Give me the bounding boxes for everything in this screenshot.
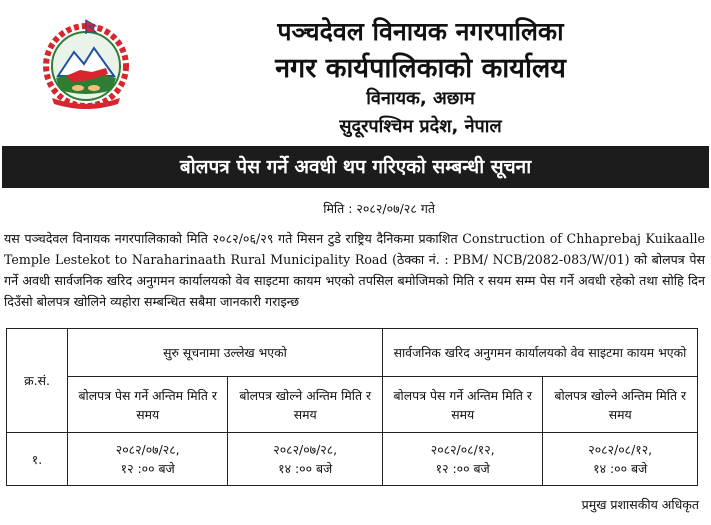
province-name: सुदूरपश्चिम प्रदेश, नेपाल <box>339 116 502 137</box>
cell-date: २०८२/०८/१२, <box>588 442 653 457</box>
sub-header-original-submission: बोलपत्र पेस गर्ने अन्तिम मिति र समय <box>68 377 228 433</box>
row-sn: १. <box>7 433 68 486</box>
municipality-name: पञ्चदेवल विनायक नगरपालिका <box>277 17 564 46</box>
notice-body: यस पञ्चदेवल विनायक नगरपालिकाको मिति २०८२/०६/२९ गते मिसन टुडे राष्ट्रिय दैनिकमा प्रकाशित Construction of Chhaprebaj Kuikaalle Temple Lestekot to Naraharinaath Rural Municipality Road (ठेक्का नं. : PBM/ NCB/2082-083/W/01) को बोलपत्र पेस गर्ने अवधी सार्वजनिक खरिद अनुगमन कार्यालयको वेव साइटमा कायम भएको तपसिल बमोजिमको मिति र सयम सम्म पेस गर्ने अवधी रहेको तथा सोहि दिन दिउँसो बोलपत्र खोलिने व्यहोरा सम्बन्धित सबैमा जानकारी गराइन्छ <box>4 231 705 309</box>
cell-time: १२ :०० बजे <box>120 461 175 476</box>
cell-original-opening <box>228 433 383 486</box>
cell-original-submission <box>68 433 228 486</box>
cell-revised-opening <box>543 433 698 486</box>
sn-header: क्र.सं. <box>7 329 68 433</box>
nepal-emblem-icon <box>40 18 132 110</box>
office-location: विनायक, अछाम <box>366 88 475 109</box>
table-row <box>7 433 698 486</box>
sub-header-revised-opening: बोलपत्र खोल्ने अन्तिम मिति र समय <box>543 377 698 433</box>
schedule-table <box>6 328 698 486</box>
notice-title: बोलपत्र पेस गर्ने अवधी थप गरिएको सम्बन्धी सूचना <box>2 146 709 188</box>
cell-time: १४ :०० बजे <box>593 461 648 476</box>
notice-date: मिति : २०८२/०७/२८ गते <box>323 201 435 216</box>
cell-time: १४ :०० बजे <box>278 461 333 476</box>
office-name: नगर कार्यपालिकाको कार्यालय <box>275 53 566 84</box>
sub-header-original-opening: बोलपत्र खोल्ने अन्तिम मिति र समय <box>228 377 383 433</box>
ppmo-website-header: सार्वजनिक खरिद अनुगमन कार्यालयको वेव साइटमा कायम भएको <box>382 329 697 377</box>
cell-revised-submission <box>382 433 542 486</box>
sub-header-revised-submission: बोलपत्र पेस गर्ने अन्तिम मिति र समय <box>382 377 542 433</box>
cell-date: २०८२/०७/२८, <box>273 442 338 457</box>
cell-time: १२ :०० बजे <box>435 461 490 476</box>
cell-date: २०८२/०७/२८, <box>115 442 180 457</box>
original-notice-header: सुरु सूचनामा उल्लेख भएको <box>68 329 383 377</box>
cell-date: २०८२/०८/१२, <box>430 442 495 457</box>
signatory-title: प्रमुख प्रशासकीय अधिकृत <box>581 497 699 512</box>
